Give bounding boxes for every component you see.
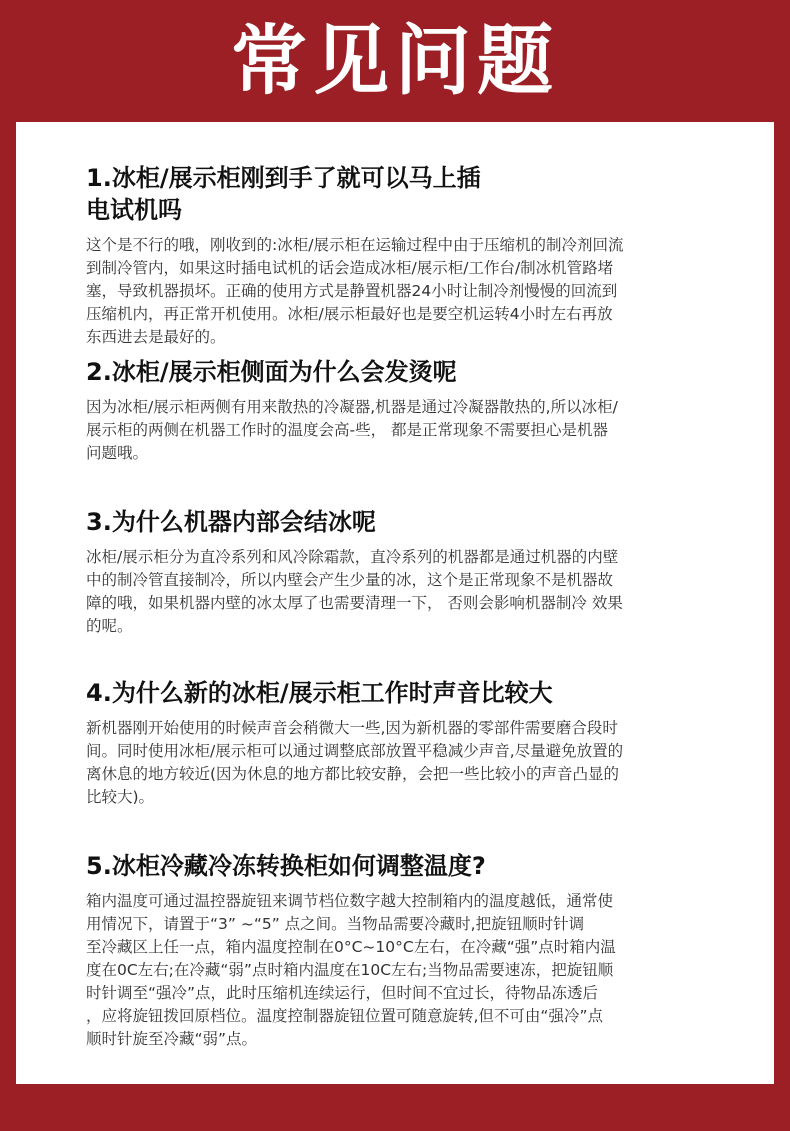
faq-question: 2.冰柜/展示柜侧面为什么会发烫呢 [86,358,457,386]
faq-question: 5.冰柜冷藏冷冻转换柜如何调整温度? [86,852,486,880]
header-band [0,0,790,122]
faq-item-5 [86,850,746,1051]
faq-item-2 [86,356,746,465]
faq-answer: 箱内温度可通过温控器旋钮来调节档位数字越大控制箱内的温度越低，通常使 用情况下，请置于“3” ~“5” 点之间。当物品需要冷藏时,把旋钮顺时针调 至冷藏区上任一点，箱内温度控制在0°C~10°C左右，在冷藏“强”点时箱内温 度在0C左右;在冷藏“弱”点时箱内温度在10C左右;当物品需要速冻，把旋钮顺 时针调至“强冷”点，此时压缩机连续运行，但时间不宜过长，待物品冻透后 ，应将旋钮拨回原档位。温度控制器旋钮位置可随意旋转,但不可由“强冷”点 顺时针旋至冷藏“弱”点。 [86,892,616,1048]
faq-item-3 [86,506,746,638]
faq-answer: 新机器刚开始使用的时候声音会稍微大一些,因为新机器的零部件需要磨合段时 间。同时使用冰柜/展示柜可以通过调整底部放置平稳减少声音,尽量避免放置的 离休息的地方较近(因为休息的地方都比较安静，会把一些比较小的声音凸显的 比较大)。 [86,719,624,806]
footer-band [0,1084,790,1131]
faq-answer: 这个是不行的哦，刚收到的:冰柜/展示柜在运输过程中由于压缩机的制冷剂回流 到制冷管内，如果这时插电试机的话会造成冰柜/展示柜/工作台/制冰机管路堵 塞，导致机器损坏。正确的使用方式是静置机器24小时让制冷剂慢慢的回流到 压缩机内，再正常开机使用。冰柜/展示柜最好也是要空机运转4小时左右再放 东西进去是最好的。 [86,236,624,346]
faq-panel [16,122,774,1084]
faq-answer: 因为冰柜/展示柜两侧有用来散热的冷凝器,机器是通过冷凝器散热的,所以冰柜/ 展示柜的两侧在机器工作时的温度会高-些， 都是正常现象不需要担心是机器 问题哦。 [86,398,618,462]
faq-question: 4.为什么新的冰柜/展示柜工作时声音比较大 [86,679,553,707]
page-title: 常见问题 [231,16,559,105]
faq-answer: 冰柜/展示柜分为直冷系列和风冷除霜款，直冷系列的机器都是通过机器的内壁 中的制冷管直接制冷，所以内壁会产生少量的冰，这个是正常现象不是机器故 障的哦，如果机器内壁的冰太厚了也需要清理一下， 否则会影响机器制冷 效果 的呢。 [86,548,623,635]
faq-question: 1.冰柜/展示柜刚到手了就可以马上插 电试机吗 [86,164,481,224]
faq-item-4 [86,677,746,809]
faq-question: 3.为什么机器内部会结冰呢 [86,508,376,536]
faq-item-1 [86,162,746,349]
